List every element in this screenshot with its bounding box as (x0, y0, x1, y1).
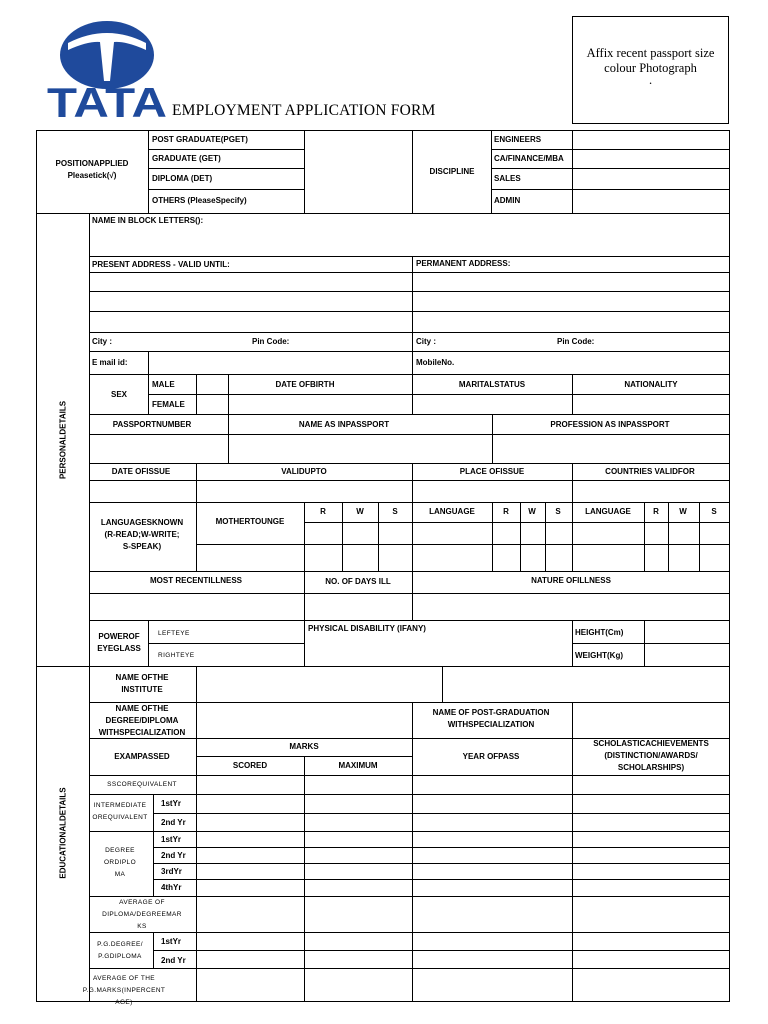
photo-dot: . (648, 73, 653, 87)
degree-diploma-line1: NAME OFTHE (115, 704, 169, 713)
option-post-graduate[interactable]: POST GRADUATE(PGET) (152, 135, 248, 144)
maximum-header: MAXIMUM (338, 761, 378, 770)
form-title: EMPLOYMENT APPLICATION FORM (172, 102, 436, 119)
mobile-label: MobileNo. (416, 358, 455, 367)
intermediate-line1: INTERMEDIATE (93, 802, 147, 809)
photo-note: Affix recent passport size colour Photograph (586, 46, 715, 75)
position-tick-note: Pleasetick(√) (67, 171, 117, 180)
degree-2nd-yr: 2nd Yr (161, 851, 186, 860)
degree-3rd-yr: 3rdYr (161, 867, 182, 876)
option-others[interactable]: OTHERS (PleaseSpecify) (152, 196, 247, 205)
name-as-passport-label: NAME AS INPASSPORT (298, 420, 390, 429)
degree-diploma-label (99, 703, 186, 739)
pg-2nd-yr: 2nd Yr (161, 956, 186, 965)
exam-passed-header: EXAMPASSED (114, 752, 170, 761)
sex-label: SEX (110, 390, 128, 399)
date-of-issue-label: DATE OFISSUE (111, 467, 171, 476)
marks-header: MARKS (289, 742, 319, 751)
educational-details-label: EDUCATIONALDETAILS (58, 787, 68, 879)
logo-wordmark: TATA (47, 79, 167, 119)
pin-present-label: Pin Code: (252, 337, 290, 346)
position-applied-label: POSITIONAPPLIED (55, 159, 129, 168)
lang2-speak-header: S (555, 507, 561, 516)
nationality-label: NATIONALITY (624, 380, 678, 389)
post-graduation-line2: WITHSPECIALIZATION (447, 720, 535, 729)
discipline-label: DISCIPLINE (429, 167, 475, 176)
pg-1st-yr: 1stYr (161, 937, 182, 946)
average-degree-line1: AVERAGE OF (119, 899, 165, 906)
city-permanent-label: City : (416, 337, 436, 346)
degree-diploma-line3: WITHSPECIALIZATION (98, 728, 186, 737)
lang1-speak-header: S (392, 507, 398, 516)
passport-number-label: PASSPORTNUMBER (112, 420, 192, 429)
average-pg-marks-label (83, 973, 166, 1009)
city-present-label: City : (92, 337, 112, 346)
weight-label: WEIGHT(Kg) (575, 651, 623, 660)
average-degree-marks-label (102, 897, 182, 933)
valid-upto-label: VALIDUPTO (281, 467, 327, 476)
average-pg-line1: AVERAGE OF THE (92, 975, 156, 982)
post-graduation-label (433, 707, 550, 731)
discipline-sales[interactable]: SALES (494, 174, 521, 183)
power-eyeglass-line1: POWEROF (98, 632, 140, 641)
scored-header: SCORED (232, 761, 268, 770)
institute-line1: NAME OFTHE (115, 673, 169, 682)
degree-4th-yr: 4thYr (161, 883, 182, 892)
option-graduate[interactable]: GRADUATE (GET) (152, 154, 221, 163)
days-ill-label: NO. OF DAYS ILL (325, 577, 391, 586)
height-label: HEIGHT(Cm) (575, 628, 624, 637)
discipline-ca-finance[interactable]: CA/FINANCE/MBA (494, 154, 564, 163)
degree-or-diploma-line3: MA (114, 871, 126, 878)
lang3-speak-header: S (711, 507, 717, 516)
year-of-pass-header: YEAR OFPASS (462, 752, 520, 761)
scholastic-line2: (DISTINCTION/AWARDS/ (604, 751, 698, 760)
post-graduation-line1: NAME OF POST-GRADUATION (432, 708, 550, 717)
mother-tongue-label: MOTHERTOUNGE (215, 517, 285, 526)
place-of-issue-label: PLACE OFISSUE (459, 467, 525, 476)
languages-known-label (101, 517, 183, 553)
sex-male-option[interactable]: MALE (152, 380, 175, 389)
pg-degree-label (97, 939, 143, 963)
scholastic-header (593, 738, 709, 774)
ssc-label: SSCOREQUIVALENT (107, 781, 177, 788)
institute-line2: INSTITUTE (121, 685, 163, 694)
marital-status-label: MARITALSTATUS (458, 380, 526, 389)
discipline-admin[interactable]: ADMIN (494, 196, 521, 205)
scholastic-line3: SCHOLARSHIPS) (617, 763, 685, 772)
power-eyeglass-line2: EYEGLASS (97, 644, 141, 653)
intermediate-label (92, 800, 147, 824)
lang1-read-header: R (320, 507, 326, 516)
power-eyeglass-label (97, 631, 141, 655)
dob-label: DATE OFBIRTH (275, 380, 335, 389)
pg-degree-line2: P.GDIPLOMA (98, 953, 142, 960)
degree-or-diploma-line1: DEGREE (105, 847, 135, 854)
discipline-engineers[interactable]: ENGINEERS (494, 135, 542, 144)
languages-known-line3: S-SPEAK) (122, 542, 162, 551)
pin-permanent-label: Pin Code: (557, 337, 595, 346)
sex-female-option[interactable]: FEMALE (152, 400, 185, 409)
option-diploma[interactable]: DIPLOMA (DET) (152, 174, 213, 183)
permanent-address-label: PERMANENT ADDRESS: (416, 259, 511, 268)
pg-degree-line1: P.G.DEGREE/ (97, 941, 143, 948)
degree-diploma-line2: DEGREE/DIPLOMA (105, 716, 179, 725)
languages-known-line1: LANGUAGESKNOWN (100, 518, 184, 527)
personal-details-label: PERSONALDETAILS (58, 400, 68, 480)
inter-1st-yr: 1stYr (161, 799, 182, 808)
left-eye-label: LEFTEYE (158, 630, 190, 637)
language3-header: LANGUAGE (585, 507, 631, 516)
recent-illness-label: MOST RECENTILLNESS (149, 576, 243, 585)
lang2-write-header: W (528, 507, 536, 516)
present-address-label: PRESENT ADDRESS - VALID UNTIL: (92, 260, 230, 269)
inter-2nd-yr: 2nd Yr (161, 818, 186, 827)
degree-or-diploma-line2: ORDIPLO (103, 859, 137, 866)
lang2-read-header: R (503, 507, 509, 516)
photo-box[interactable] (572, 16, 729, 124)
right-eye-label: RIGHTEYE (158, 652, 195, 659)
lang1-write-header: W (356, 507, 364, 516)
intermediate-line2: OREQUIVALENT (92, 814, 148, 821)
lang3-write-header: W (679, 507, 687, 516)
degree-1st-yr: 1stYr (161, 835, 182, 844)
countries-valid-label: COUNTRIES VALIDFOR (605, 467, 695, 476)
average-pg-line3: AGE) (115, 999, 133, 1006)
average-pg-line2: P.G.MARKS(INPERCENT (82, 987, 166, 994)
name-block-letters-label: NAME IN BLOCK LETTERS(): (92, 216, 204, 225)
institute-label (116, 672, 169, 696)
profession-as-passport-label: PROFESSION AS INPASSPORT (550, 420, 670, 429)
tata-logo (46, 17, 168, 119)
physical-disability-label: PHYSICAL DISABILITY (IFANY) (308, 624, 426, 633)
lang3-read-header: R (653, 507, 659, 516)
language2-header: LANGUAGE (429, 507, 475, 516)
email-label: E mail id: (92, 358, 128, 367)
nature-illness-label: NATURE OFILLNESS (531, 576, 611, 585)
average-degree-line2: DIPLOMA/DEGREEMAR (102, 911, 182, 918)
degree-or-diploma-label (104, 845, 136, 881)
languages-known-line2: (R-READ;W-WRITE; (104, 530, 180, 539)
average-degree-line3: KS (137, 923, 147, 930)
scholastic-line1: SCHOLASTICACHIEVEMENTS (593, 739, 709, 748)
